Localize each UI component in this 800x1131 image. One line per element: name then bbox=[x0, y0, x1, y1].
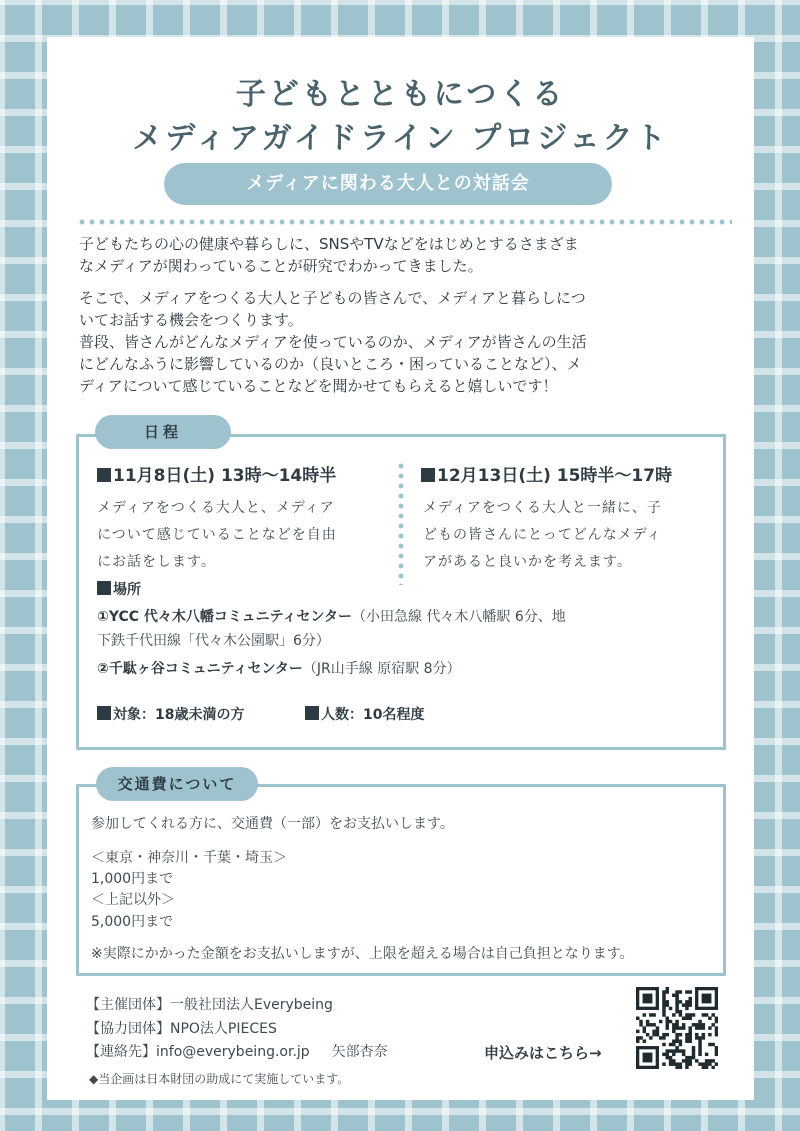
square-bullet-icon bbox=[97, 706, 111, 720]
organizer: 【主催団体】一般社団法人Everybeing bbox=[86, 997, 333, 1013]
square-bullet-icon bbox=[421, 468, 435, 482]
place-heading: 場所 bbox=[97, 579, 141, 599]
intro-line: ディアについて感じていることなどを聞かせてもらえると嬉しいです！ bbox=[79, 377, 558, 395]
dotted-divider bbox=[77, 219, 732, 225]
qr-code[interactable] bbox=[636, 987, 718, 1069]
transport-intro: 参加してくれる方に、交通費（一部）をお支払いします。 bbox=[91, 816, 454, 832]
title-line-1: 子どもとともにつくる bbox=[235, 77, 566, 112]
transport-region-2: ＜上記以外＞ bbox=[91, 892, 175, 908]
apply-link[interactable]: 申込みはこちら→ bbox=[484, 1044, 602, 1062]
session-2-description: メディアをつくる大人と一緒に、子 どもの皆さんにとってどんなメディ アがあると良いかを考えます。 bbox=[423, 500, 662, 570]
cooperator: 【協力団体】NPO法人PIECES bbox=[86, 1021, 277, 1037]
intro-paragraph-2 bbox=[79, 287, 729, 397]
intro-line: 子どもたちの心の健康や暮らしに、SNSやTVなどをはじめとするさまざま bbox=[79, 235, 579, 253]
square-bullet-icon bbox=[97, 581, 111, 595]
vertical-dotted-divider bbox=[398, 461, 404, 585]
session-1-description: メディアをつくる大人と、メディア について感じていることなどを自由 にお話をします。 bbox=[97, 500, 337, 570]
capacity: 人数：10名程度 bbox=[305, 704, 424, 724]
subtitle-banner: メディアに関わる大人との対話会 bbox=[164, 163, 612, 205]
intro-line: そこで、メディアをつくる大人と子どもの皆さんで、メディアと暮らしにつ bbox=[79, 289, 586, 307]
flyer-sheet bbox=[47, 37, 754, 1100]
contact: 【連絡先】info@everybeing.or.jp 矢部杏奈 bbox=[86, 1044, 388, 1060]
contact-email[interactable]: info@everybeing.or.jp bbox=[156, 1044, 310, 1060]
intro-paragraph-1 bbox=[79, 233, 729, 277]
venue-1: ①YCC 代々木八幡コミュニティセンター（小田急線 代々木八幡駅 6分、地 下鉄千代田線「代々木公園駅」6分） bbox=[97, 609, 566, 649]
square-bullet-icon bbox=[97, 468, 111, 482]
venue-2: ②千駄ヶ谷コミュニティセンター（JR山手線 原宿駅 8分） bbox=[97, 661, 461, 677]
target-audience: 対象：18歳未満の方 bbox=[97, 704, 244, 724]
intro-line: なメディアが関わっていることが研究でわかってきました。 bbox=[79, 257, 483, 275]
transport-region-1: ＜東京・神奈川・千葉・埼玉＞ bbox=[91, 850, 287, 866]
intro-line: にどんなふうに影響しているのか（良いところ・困っていることなど）、メ bbox=[79, 355, 582, 373]
transport-amount-1: 1,000円まで bbox=[91, 871, 174, 887]
transport-tab: 交通費について bbox=[96, 767, 258, 801]
transport-note: ※実際にかかった金額をお支払いしますが、上限を超える場合は自己負担となります。 bbox=[91, 946, 634, 962]
transport-amount-2: 5,000円まで bbox=[91, 914, 174, 930]
intro-line: いてお話する機会をつくります。 bbox=[79, 311, 303, 329]
schedule-tab: 日程 bbox=[95, 415, 231, 449]
square-bullet-icon bbox=[305, 706, 319, 720]
grant-note: ◆当企画は日本財団の助成にて実施しています。 bbox=[89, 1072, 350, 1086]
intro-line: 普段、皆さんがどんなメディアを使っているのか、メディアが皆さんの生活 bbox=[79, 333, 587, 351]
session-2-date: 12月13日(土) 15時半〜17時 bbox=[421, 461, 672, 486]
session-1-date: 11月8日(土) 13時〜14時半 bbox=[97, 461, 336, 486]
title-line-2: メディアガイドライン プロジェクト bbox=[132, 121, 669, 156]
